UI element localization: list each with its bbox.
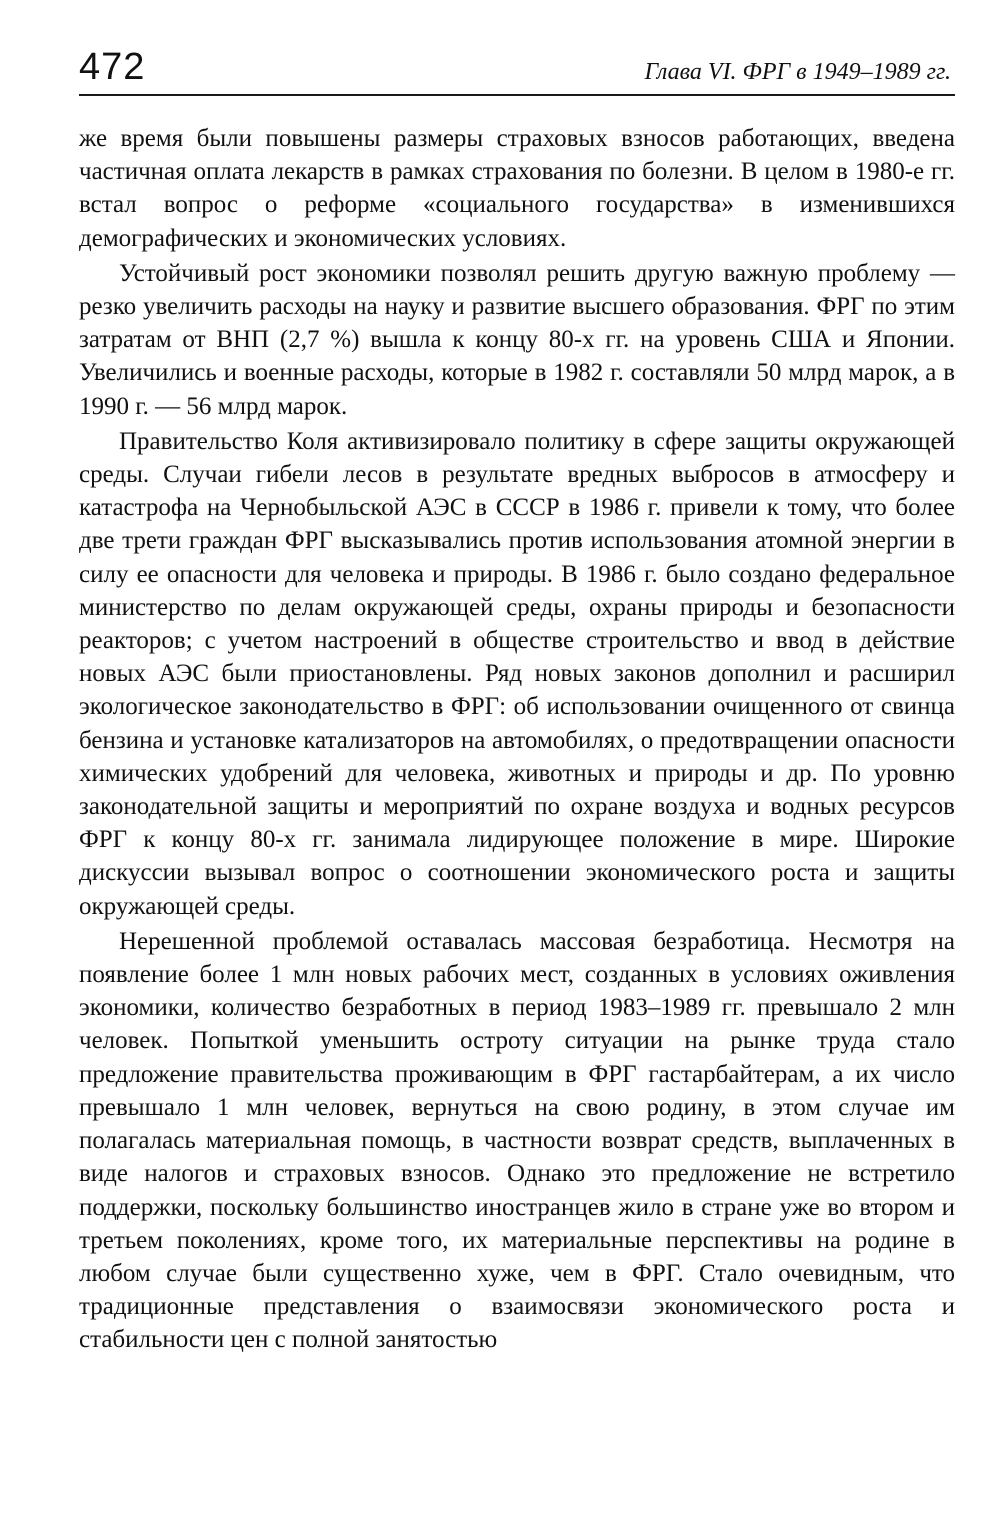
paragraph-environment: Правительство Коля активизировало политику в сфере защиты окружающей среды. Случаи гибели лесов в результате вредных выбросов в атмосферу и катастрофа на Чернобыльской АЭС в СССР в 1986 г. привели к тому, что более две трети граждан ФРГ высказывались против использования атомной энергии в силу ее опасности для человека и природы. В 1986 г. было создано федеральное министерство по делам окружающей среды, охраны природы и безопасности реакторов; с учетом настроений в обществе строительство и ввод в действие новых АЭС были приостановлены. Ряд новых законов дополнил и расширил экологическое законодательство в ФРГ: об использовании очищенного от свинца бензина и установке катализаторов на автомобилях, о предотвращении опасности химических удобрений для человека, животных и природы и др. По уровню законодательной защиты и мероприятий по охране воздуха и водных ресурсов ФРГ к концу 80-х гг. занимала лидирующее положение в мире. Широкие дискуссии вызывал вопрос о соотношении экономического роста и защиты окружающей среды. <box>79 427 955 920</box>
running-head: Глава VI. ФРГ в 1949–1989 гг. <box>644 59 951 85</box>
paragraph-continuation: же время были повышены размеры страховых взносов работающих, введена частичная оплата лекарств в рамках страхования по болезни. В целом в 1980-е гг. встал вопрос о реформе «социального государства» в изменившихся демографических и экономических условиях. <box>79 125 955 252</box>
paragraph-unemployment: Нерешенной проблемой оставалась массовая безработица. Несмотря на появление более 1 млн новых рабочих мест, созданных в условиях оживления экономики, количество безработных в период 1983–1989 гг. превышало 2 млн человек. Попыткой уменьшить остроту ситуации на рынке труда стало предложение правительства проживающим в ФРГ гастарбайтерам, а их число превышало 1 млн человек, вернуться на свою родину, в этом случае им полагалась материальная помощь, в частности возврат средств, выплаченных в виде налогов и страховых взносов. Однако это предложение не встретило поддержки, поскольку большинство иностранцев жило в стране уже во втором и третьем поколениях, кроме того, их материальные перспективы на родине в любом случае были существенно хуже, чем в ФРГ. Стало очевидным, что традиционные представления о взаимосвязи экономического роста и стабильности цен с полной занятостью <box>79 927 955 1354</box>
body-text <box>79 122 955 1357</box>
paragraph-economy-science: Устойчивый рост экономики позволял решить другую важную проблему — резко увеличить расходы на науку и развитие высшего образования. ФРГ по этим затратам от ВНП (2,7 %) вышла к концу 80-х гг. на уровень США и Японии. Увеличились и военные расходы, которые в 1982 г. составляли 50 млрд марок, а в 1990 г. — 56 млрд марок. <box>79 259 955 420</box>
page-number: 472 <box>79 46 146 88</box>
page-header <box>79 44 955 96</box>
